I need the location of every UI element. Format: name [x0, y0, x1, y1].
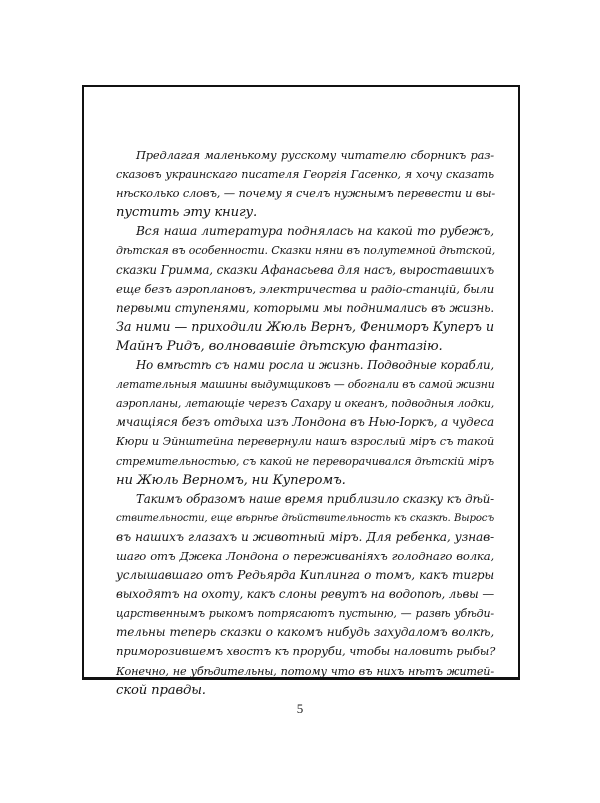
paragraph-2: [116, 222, 494, 356]
text-line: въ нашихъ глазахъ и животный міръ. Для ребенка, узнав-: [116, 529, 494, 544]
text-line: дѣтская въ особенности. Сказки няни въ полутемной дѣтской,: [116, 244, 496, 258]
text-line: За ними — приходили Жюль Вернъ, Фениморъ Куперъ и: [116, 319, 494, 335]
text-line: шаго отъ Джека Лондона о переживаніяхъ голоднаго волка,: [116, 548, 494, 563]
text-line: аэропланы, летающіе черезъ Сахару и океанъ, подводныя лодки,: [116, 397, 495, 411]
text-line: ствительности, еще вѣрнѣе дѣйствительность къ сказкѣ. Выросъ: [116, 512, 494, 524]
text-line: стремительностью, съ какой не переворачивался дѣтскій міръ: [116, 454, 494, 468]
text-line: нѣсколько словъ, — почему я счелъ нужнымъ перевести и вы-: [116, 186, 496, 201]
paragraph-4: [116, 490, 494, 700]
text-line: тельны теперь сказки о какомъ нибудь захудаломъ волкѣ,: [116, 625, 494, 640]
text-line: ни Жюль Верномъ, ни Куперомъ.: [116, 472, 346, 488]
text-line: летательныя машины выдумщиковъ — обогнали въ самой жизни: [116, 378, 495, 392]
paragraph-1: [116, 146, 494, 222]
text-line: царственнымъ рыкомъ потрясаютъ пустыню, — развѣ убѣди-: [116, 607, 494, 621]
text-line: Такимъ образомъ наше время приблизило сказку къ дѣй-: [136, 491, 494, 506]
text-line: Кюри и Эйнштейна перевернули нашъ взрослый міръ съ такой: [116, 435, 494, 449]
text-line: выходятъ на охоту, какъ слоны ревутъ на водопоѣ, львы —: [116, 587, 494, 602]
text-line: еще безъ аэроплановъ, электричества и радіо-станцій, были: [116, 281, 495, 296]
text-line: Конечно, не убѣдительны, потому что въ нихъ нѣтъ житей-: [116, 664, 494, 678]
text-line: Предлагая маленькому русскому читателю сборникъ раз-: [136, 148, 494, 162]
text-line: услышавшаго отъ Редьярда Киплинга о томъ, какъ тигры: [116, 568, 494, 583]
text-line: сказовъ украинскаго писателя Георгія Гасенко, я хочу сказать: [116, 168, 494, 182]
text-line: мчащіяся безъ отдыха изъ Лондона въ Нью-Іоркъ, а чудеса: [116, 415, 494, 430]
preface-text: [116, 146, 494, 700]
text-line: ской правды.: [116, 682, 206, 698]
paragraph-3: [116, 356, 494, 490]
text-line: Но вмѣстѣ съ нами росла и жизнь. Подводные корабли,: [136, 358, 494, 373]
text-line: пустить эту книгу.: [116, 205, 257, 221]
text-line: Вся наша литература поднялась на какой то рубежъ,: [136, 224, 494, 239]
page-number: 5: [296, 701, 304, 716]
text-line: Майнъ Ридъ, волновавшіе дѣтскую фантазію.: [116, 338, 443, 354]
text-line: приморозившемъ хвостъ къ проруби, чтобы наловить рыбы?: [116, 644, 496, 659]
text-line: сказки Гримма, сказки Афанасьева для насъ, выроставшихъ: [116, 262, 494, 277]
text-line: первыми ступенями, которыми мы поднимались въ жизнь.: [116, 300, 494, 315]
